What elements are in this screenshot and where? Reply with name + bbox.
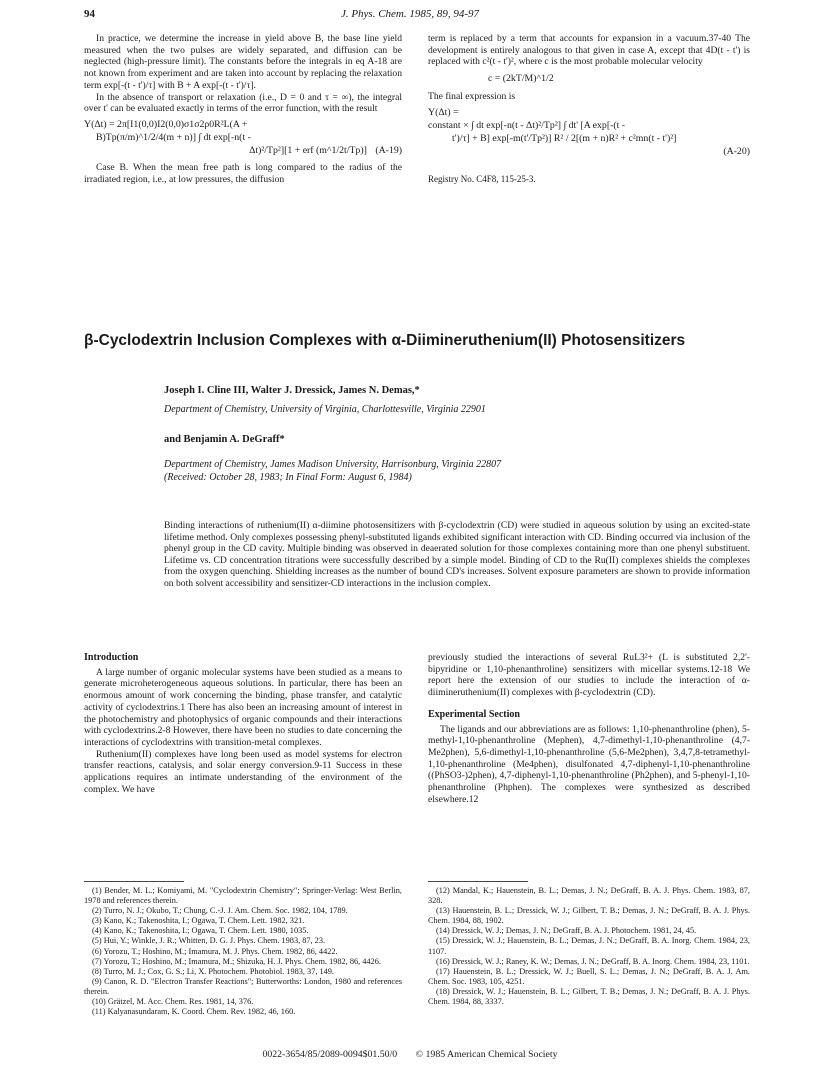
reference: (13) Hauenstein, B. L.; Dressick, W. J.; Gilbert, T. B.; Demas, J. N.; DeGraff, B. A. J. Phys. Chem. 1984, 88, 1902. xyxy=(428,906,750,926)
abstract: Binding interactions of ruthenium(II) α-diimine photosensitizers with β-cyclodextrin (CD) were studied in aqueous solution by using an excited-state lifetime method. Only complexes possessing phenyl-substituted ligands exhibited significant interaction with CD. Binding occurred via inclusion of the phenyl group in the CD cavity. Multiple binding was observed in deaerated solution for those complexes containing more than one phenyl substituent. Lifetime vs. CD concentration titrations were successfully described by a simple model. Binding of CD to the Ru(II) complexes shields the complexes from the oxygen quenching. Shielding increases as the number of bound CD's increases. Solvent exposure parameters are shown to provide information on both solvent accessibility and sensitizer-CD interactions in the inclusion complex. xyxy=(164,520,750,589)
paragraph: Ruthenium(II) complexes have long been used as model systems for electron transfer reactions, catalysis, and solar energy conversion.9-11 Success in these applications requires an intimate understanding of the environment of the complex. We have xyxy=(84,748,402,795)
reference: (16) Dressick, W. J.; Raney, K. W.; Demas, J. N.; DeGraff, B. A. Inorg. Chem. 1984, 23, 1101. xyxy=(436,956,750,966)
reference: (12) Mandal, K.; Hauenstein, B. L.; Demas, J. N.; DeGraff, B. A. J. Phys. Chem. 1983, 87, 328. xyxy=(428,886,750,906)
paragraph: In practice, we determine the increase in yield above B, the base line yield measured when the two pulses are widely separated, and diffusion can be neglected (high-pressure limit). The constants before the integrals in eq A-18 are not known from experiment and are taken into account by replacing the relaxation term exp[-(t - t')/τ] with B + A exp[-(t - t')/τ]. xyxy=(84,33,402,91)
affiliation: Department of Chemistry, University of Virginia, Charlottesville, Virginia 22901 xyxy=(164,404,486,415)
reference: (7) Yorozu, T.; Hoshino, M.; Imamura, M.; Shizuka, H. J. Phys. Chem. 1982, 86, 4426. xyxy=(92,956,381,966)
article-title: β-Cyclodextrin Inclusion Complexes with α-Diimineruthenium(II) Photosensitizers xyxy=(84,332,686,349)
reference: (2) Turro, N. J.; Okubo, T.; Chung, C.-J. J. Am. Chem. Soc. 1982, 104, 1789. xyxy=(92,906,348,916)
paragraph: The ligands and our abbreviations are as follows: 1,10-phenanthroline (phen), 5-methyl-1,10-phenanthroline (Mephen), 4,7-dimethyl-1,10-phenanthroline (4,7-Me2phen), 5,6-dimethyl-1,10-phenanthroline (5,6-Me2phen), 3,4,7,8-tetramethyl-1,10-phenanthroline (Me4phen), disulfonated 4,7-diphenyl-1,10-phenanthroline ((PhSO3-)2phen), 4,7-diphenyl-1,10-phenanthroline (Ph2phen), and 5-phenyl-1,10-phenanthroline (Phphen). The complexes were synthesized as described elsewhere.12 xyxy=(428,723,750,805)
equation-a20 xyxy=(428,106,750,158)
journal-citation: J. Phys. Chem. 1985, 89, 94-97 xyxy=(340,8,480,20)
reference: (10) Grätzel, M. Acc. Chem. Res. 1981, 14, 376. xyxy=(92,997,254,1007)
reference: (17) Hauenstein, B. L.; Dressick, W. J.; Buell, S. L.; Demas, J. N.; DeGraff, B. A. J. Am. Chem. Soc. 1983, 105, 4251. xyxy=(428,966,750,986)
article-code: 0022-3654/85/2089-0094$01.50/0 xyxy=(262,1049,398,1060)
reference: (11) Kalyanasundaram, K. Coord. Chem. Rev. 1982, 46, 160. xyxy=(92,1007,296,1017)
author-list: Joseph I. Cline III, Walter J. Dressick, James N. Demas,* xyxy=(164,385,420,396)
paragraph: The final expression is xyxy=(428,91,516,103)
page-number: 94 xyxy=(84,8,95,20)
equation-line: Y(Δt) = 2π[I1(0,0)I2(0,0)σ1σ2ρ0R²L(A + xyxy=(84,118,248,130)
paragraph: term is replaced by a term that accounts for expansion in a vacuum.37-40 The development is entirely analogous to that given in case A, except that 4D(t - t') is replaced with c²(t - t')², where c is the most probable molecular velocity xyxy=(428,33,750,68)
equation-a19 xyxy=(84,118,402,157)
reference: (8) Turro, M. J.; Cox, G. S.; Li, X. Photochem. Photobiol. 1983, 37, 149. xyxy=(92,966,335,976)
references-right xyxy=(428,881,750,1007)
equation-line: Y(Δt) = xyxy=(428,106,459,118)
paragraph: In the absence of transport or relaxation (i.e., D = 0 and τ = ∞), the integral over t' can be evaluated exactly in terms of the error function, with the result xyxy=(84,91,402,115)
body-left-column xyxy=(84,652,402,795)
paragraph: A large number of organic molecular systems have been studied as a means to generate microheterogeneous aqueous solutions. In particular, there has been an enormous amount of work concerning the binding, phase transfer, and catalytic activity of cyclodextrins.1 There has also been an increasing amount of interest in the photochemistry and photophysics of organic compounds and their interactions with cyclodextrins.2-8 However, there have been no studies to date concerning the interactions of cyclodextrins with transition-metal complexes. xyxy=(84,666,402,748)
reference: (1) Bender, M. L.; Komiyami, M. "Cyclodextrin Chemistry"; Springer-Verlag: West Berlin, 1978 and references therein. xyxy=(84,886,402,906)
registry-number: Registry No. C4F8, 115-25-3. xyxy=(428,173,536,184)
equation-line: t')/τ] + B] exp[-m(t'/Tp²)] R² / 2[(m + n)R² + c²mn(t - t')²] xyxy=(452,132,677,144)
reference: (4) Kano, K.; Takenoshita, I.; Ogawa, T. Chem. Lett. 1980, 1035. xyxy=(92,926,309,936)
equation-line xyxy=(84,144,402,157)
author-list: and Benjamin A. DeGraff* xyxy=(164,434,285,445)
copyright: © 1985 American Chemical Society xyxy=(415,1049,558,1060)
references-left xyxy=(84,881,402,1017)
reference: (18) Dressick, W. J.; Hauenstein, B. L.; Gilbert, T. B.; Demas, J. N.; DeGraff, B. A. J. Phys. Chem. 1984, 88, 3337. xyxy=(428,986,750,1007)
reference: (15) Dressick, W. J.; Hauenstein, B. L.; Demas, J. N.; DeGraff, B. A. Inorg. Chem. 1984, 23, 1107. xyxy=(428,936,750,956)
footnote-rule xyxy=(428,881,528,882)
continued-text-left xyxy=(84,33,402,185)
page-footer xyxy=(0,1049,820,1060)
reference: (9) Canon, R. D. "Electron Transfer Reactions"; Butterworths: London, 1980 and references therein. xyxy=(84,976,402,996)
equation-line: constant × ∫ dt exp[-n(t - Δt)²/Tp²] ∫ dt' [A exp[-(t - xyxy=(428,119,626,131)
body-right-column xyxy=(428,652,750,805)
equation-velocity: c = (2kT/M)^1/2 xyxy=(488,73,554,85)
paragraph: Case B. When the mean free path is long compared to the radius of the irradiated region, i.e., at low pressures, the diffusion xyxy=(84,161,402,185)
continued-text-right xyxy=(428,33,750,186)
footnote-rule xyxy=(84,881,184,882)
section-heading: Introduction xyxy=(84,652,139,663)
reference: (3) Kano, K.; Takenoshita, I.; Ogawa, T. Chem. Lett. 1982, 321. xyxy=(92,916,305,926)
section-heading: Experimental Section xyxy=(428,708,520,720)
paragraph: previously studied the interactions of several RuL3²+ (L is substituted 2,2'-bipyridine or 1,10-phenanthroline) sensitizers with micellar systems.12-18 We report here the extension of our studies to include the interaction of α-diimineruthenium(II) complexes with β-cyclodextrin (CD). xyxy=(428,652,750,699)
equation-number: (A-20) xyxy=(723,145,750,157)
equation-text: Δt)²/Tp²][1 + erf (m^1/2t/Tp)] xyxy=(249,144,367,156)
reference: (5) Hui, Y.; Winkle, J. R.; Whitten, D. G. J. Phys. Chem. 1983, 87, 23. xyxy=(92,936,326,946)
received-dates: (Received: October 28, 1983; In Final Form: August 6, 1984) xyxy=(164,472,412,483)
affiliation: Department of Chemistry, James Madison University, Harrisonburg, Virginia 22807 xyxy=(164,459,502,470)
reference: (6) Yorozu, T.; Hoshino, M.; Imamura, M. J. Phys. Chem. 1982, 86, 4422. xyxy=(92,946,338,956)
equation-line: B)Tp(π/m)^1/2/4(m + n)] ∫ dt exp[-n(t - xyxy=(96,131,251,143)
reference: (14) Dressick, W. J.; Demas, J. N.; DeGraff, B. A. J. Photochem. 1981, 24, 45. xyxy=(436,926,697,936)
equation-number: (A-19) xyxy=(375,144,402,156)
